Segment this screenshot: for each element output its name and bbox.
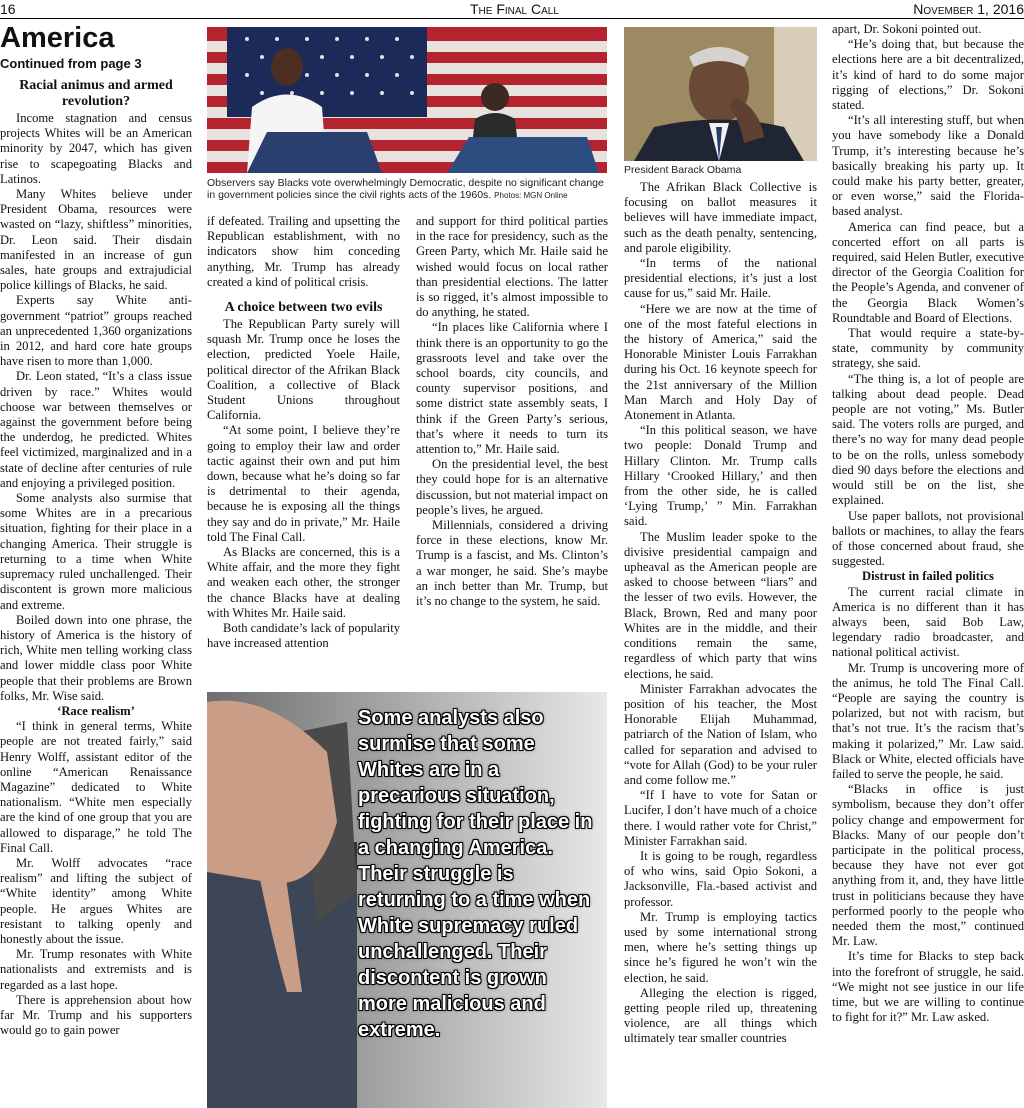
- obama-photo-illustration: [624, 27, 817, 161]
- paragraph: Boiled down into one phrase, the history of America is the history of rich, White men telling working class and lower middle class poor White people that their problems are Brown folks, Mr. Wise said.: [0, 612, 192, 703]
- caption-text: Observers say Blacks vote overwhelmingly Democratic, despite no significant change in government policies since the civil rights acts of the 1960s.: [207, 177, 604, 201]
- paragraph: Alleging the election is rigged, getting people riled up, threatening violence, are all things which ultimately tear smaller countries: [624, 985, 817, 1046]
- paragraph: Both candidate’s lack of popularity have increased attention: [207, 621, 400, 651]
- paragraph: America can find peace, but a concerted effort on all parts is required, said Helen Butler, executive director of the Georgia Coalition for the People’s Agenda, and convener of the Georgia Black Women’s Roundtable and Board of Elections.: [832, 219, 1024, 325]
- paragraph: It’s time for Blacks to step back into the forefront of struggle, he said. “We might not see justice in our life time, but we are willing to continue to fight for it?” Mr. Law asked.: [832, 949, 1024, 1025]
- paragraph: “In places like California where I think there is an opportunity to go the grassroots level and take over the school boards, city councils, and county supervisor positions, and some district state assembly seats, I think if the Green Party’s serious, that’s where it needs to turn its attention to,” Mr. Haile said.: [416, 320, 608, 457]
- paragraph: Income stagnation and census projects Whites will be an American minority by 2047, which has given rise to scapegoating Blacks and Latinos.: [0, 111, 192, 186]
- paragraph: Mr. Trump resonates with White nationalists and extremists and is regarded as a last hope.: [0, 947, 192, 992]
- paragraph: There is apprehension about how far Mr. Trump and his supporters would go to gain power: [0, 992, 192, 1038]
- paragraph: “He’s doing that, but because the elections here are a bit decentralized, it’s kind of hard to do some major rigging of elections,” Dr. Sokoni stated.: [832, 37, 1024, 113]
- paragraph: “The thing is, a lot of people are talking about dead people. Dead people are not voting,” Ms. Butler said. The voters rolls are purged, and there’s no way for many dead people to be on the rolls, unless somebody died 90 days before the elections and would still be on the list, she explained.: [832, 371, 1024, 508]
- paragraph: Minister Farrakhan advocates the position of his teacher, the Most Honorable Elijah Muhammad, patriarch of the Nation of Islam, who called for separation and advised to “vote for Allah (God) to be your ruler and come follow me.”: [624, 681, 817, 787]
- paragraph: Experts say White anti-government “patriot” groups reached an unprecedented 1,360 organizations in 2012, and hard core hate groups have risen to more than 1,000.: [0, 293, 192, 369]
- column-5: [832, 22, 1024, 1108]
- paragraph: apart, Dr. Sokoni pointed out.: [832, 22, 982, 36]
- paragraph: “Here we are now at the time of one of the most fateful elections in the history of America,” said the Honorable Minister Louis Farrakhan during his Oct. 16 keynote speech for the 21st anniversary of the Million Man March and Holy Day of Atonement in Atlanta.: [624, 301, 817, 423]
- voting-photo: [207, 27, 607, 173]
- subhead-racial-animus: Racial animus and armed revolution?: [19, 78, 173, 109]
- paragraph: Mr. Trump is employing tactics used by some international strong men, where he’s setting things up since he’s figured he won’t win the election, he said.: [624, 909, 817, 985]
- paragraph: The Afrikan Black Collective is focusing on ballot measures it believes will have immediate impact, such as the death penalty, sentencing, and parole eligibility.: [624, 180, 817, 255]
- paragraph: “Blacks in office is just symbolism, because they don’t offer policy change and empowerment for Blacks. Many of our people don’t participate in the political process, because they have not ever got anything from it, and, they have little trust in politicians because they have performed poorly to the people who needed them the most,” continued Mr. Law.: [832, 782, 1024, 949]
- column-4: [624, 180, 817, 1108]
- paragraph: That would require a state-by-state, community by community strategy, she said.: [832, 326, 1024, 371]
- paragraph: if defeated. Trailing and upsetting the Republican establishment, with no indicators show him conceding anything, Mr. Trump has already created a kind of political crisis.: [207, 214, 400, 289]
- paragraph: Mr. Trump is uncovering more of the animus, he told The Final Call. “People are saying the country is polarized, but not with racism, but that’s not true. It’s the racism that’s making it polarized,” Mr. Law said. Black or White, elected officials have failed to serve the people, he said.: [832, 660, 1024, 781]
- subhead-race-realism: ‘Race realism’: [57, 703, 135, 718]
- subhead-distrust: Distrust in failed politics: [862, 569, 994, 584]
- paragraph: The Republican Party surely will squash Mr. Trump once he loses the election, predicted Yoele Haile, political director of the Afrikan Black Coalition, a collective of Black Student Unions throughout California.: [207, 317, 400, 423]
- paragraph: On the presidential level, the best they could hope for is an alternative discussion, but not material impact on people’s lives, he argued.: [416, 457, 608, 517]
- continued-line: Continued from page 3: [0, 56, 142, 71]
- paragraph: Mr. Wolff advocates “race realism” and lifting the subject of “White identity” among White people. He argues Whites are resistant to talking openly and honestly about the issue.: [0, 855, 192, 946]
- obama-photo: [624, 27, 817, 161]
- paragraph: The current racial climate in America is no different than it has always been, said Bob Law, legendary radio broadcaster, and national political activist.: [832, 584, 1024, 660]
- page-header: [0, 0, 1024, 19]
- paragraph: Millennials, considered a driving force in these elections, know Mr. Trump is a fascist, and Ms. Clinton’s a war monger, he said. She’s maybe an inch better than Mr. Trump, but it’s no change to the system, he said.: [416, 518, 608, 609]
- voting-photo-illustration: [207, 27, 607, 173]
- paragraph: “I think in general terms, White people are not treated fairly,” said Henry Wolff, assistant editor of the online “American Renaissance Magazine” dedicated to White nationalism. “White men especially are the kind of one group that you are allowed to disparage,” he told The Final Call.: [0, 719, 192, 855]
- paragraph: “In this political season, we have two people: Donald Trump and Hillary Clinton. Mr. Trump calls Hillary ‘Crooked Hillary,’ and then from the other side, he is called ‘Lying Trump,’ ” Min. Farrakhan said.: [624, 423, 817, 529]
- paragraph: and support for third political parties in the race for presidency, such as the Green Party, which Mr. Haile said he wished would focus on local rather than presidential elections. The latter is so rigged, it’s almost impossible to do anything, he stated.: [416, 214, 608, 320]
- section-title: America: [0, 22, 115, 54]
- paragraph: As Blacks are concerned, this is a White affair, and the more they fight and weaken each other, the stronger the chance Blacks have at dealing with Whites Mr. Haile said.: [207, 545, 400, 620]
- paragraph: Many Whites believe under President Obama, resources were wasted on “lazy, shiftless” minorities, Dr. Leon said. Their disdain manifested in an increase of gun sales, hate groups and extrajudicial police killings of Blacks, he said.: [0, 187, 192, 293]
- obama-photo-caption: President Barack Obama: [624, 164, 742, 176]
- pull-quote: Some analysts also surmise that some Whites are in a precarious situation, fighting for their place in a changing America. Their struggle is returning to a time when White supremacy ruled unchallenged. Their discontent is grown more malicious and extreme.: [358, 707, 593, 1041]
- paragraph: Some analysts also surmise that some Whites are in a precarious situation, fighting for their place in a changing America. Their struggle is returning to a time when White supremacy ruled unchallenged. Their discontent is grown more malicious and extreme.: [0, 491, 192, 612]
- paragraph: “At some point, I believe they’re going to employ their law and order tactic against their own and put him down, because what he’s doing so far is detrimental to their agenda, because he is exposing all the things they say and do in private,” Mr. Haile told The Final Call.: [207, 423, 400, 544]
- paragraph: “In terms of the national presidential elections, it’s just a lost cause for us,” said Mr. Haile.: [624, 256, 817, 301]
- paragraph: Dr. Leon stated, “It’s a class issue driven by race.” Whites would choose war between themselves or against the government before being the underdog, he predicted. Whites feel victimized, marginalized and in a state of decline after centuries of rule and enjoying a privileged position.: [0, 369, 192, 490]
- column-1: [0, 22, 192, 1108]
- issue-date: November 1, 2016: [913, 1, 1024, 17]
- paragraph: “It’s all interesting stuff, but when you have somebody like a Donald Trump, it’s interesting because he’s basically breaking his party up. It could make his party better, greater, or even worse,” said the Florida-based analyst.: [832, 113, 1024, 219]
- voting-photo-caption: [207, 177, 607, 202]
- paragraph: The Muslim leader spoke to the divisive presidential campaign and upheaval as the American people are asked to choose between “liars” and the lesser of two evils. However, the Black, Brown, Red and many poor Whites are in the middle, and their conditions remain the same, regardless of which party that wins elections, he said.: [624, 529, 817, 681]
- paragraph: Use paper ballots, not provisional ballots or machines, to allay the fears of those concerned about fraud, she suggested.: [832, 508, 1024, 569]
- paragraph: “If I have to vote for Satan or Lucifer, I don’t have much of a choice there. I would rather vote for Christ,” Minister Farrakhan said.: [624, 788, 817, 848]
- subhead-choice-evils: A choice between two evils: [224, 300, 383, 316]
- page-number: 16: [0, 1, 16, 17]
- photo-credit: Photos: MGN Online: [494, 191, 568, 200]
- column-2: [207, 214, 400, 674]
- column-3: [416, 214, 608, 674]
- paragraph: It is going to be rough, regardless of who wins, said Opio Sokoni, a Jacksonville, Fla.-based activist and professor.: [624, 848, 817, 909]
- publication-name: The Final Call: [470, 1, 559, 17]
